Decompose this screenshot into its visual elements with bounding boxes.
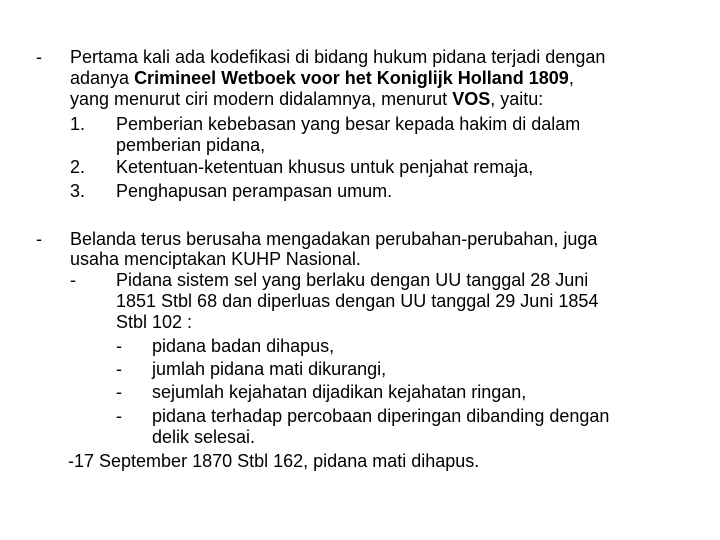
list-item-line: pemberian pidana,: [116, 135, 266, 155]
text-span: yang menurut ciri modern didalamnya, menurut: [70, 89, 453, 109]
paragraph-line: Pertama kali ada kodefikasi di bidang hukum pidana terjadi dengan: [70, 47, 606, 67]
list-number: 3.: [70, 181, 86, 201]
bullet-dash: -: [36, 229, 42, 249]
sub-list-item: delik selesai.: [152, 427, 256, 447]
paragraph-line: -17 September 1870 Stbl 162, pidana mati dihapus.: [68, 451, 480, 471]
bullet-dash: -: [116, 406, 122, 426]
sub-paragraph-line: Pidana sistem sel yang berlaku dengan UU tanggal 28 Juni: [116, 270, 589, 290]
bullet-dash: -: [116, 382, 122, 402]
sub-list-item: sejumlah kejahatan dijadikan kejahatan ringan,: [152, 382, 527, 402]
paragraph-line: usaha menciptakan KUHP Nasional.: [70, 249, 361, 269]
list-number: 1.: [70, 114, 86, 134]
sub-paragraph-line: Stbl 102 :: [116, 312, 193, 332]
bold-vos: VOS: [452, 89, 491, 109]
paragraph-line: Belanda terus berusaha mengadakan perubahan-perubahan, juga: [70, 229, 598, 249]
sub-paragraph-line: 1851 Stbl 68 dan diperluas dengan UU tanggal 29 Juni 1854: [116, 291, 599, 311]
paragraph-line: [70, 68, 574, 89]
bullet-dash: -: [116, 359, 122, 379]
sub-list-item: pidana terhadap percobaan diperingan dibanding dengan: [152, 406, 610, 426]
sub-list-item: jumlah pidana mati dikurangi,: [152, 359, 387, 379]
text-span: , yaitu:: [490, 89, 544, 109]
sub-list-item: pidana badan dihapus,: [152, 336, 335, 356]
list-item-line: Penghapusan perampasan umum.: [116, 181, 393, 201]
bullet-dash: -: [36, 47, 42, 67]
list-number: 2.: [70, 157, 86, 177]
bold-title-crimineel-wetboek: Crimineel Wetboek voor het Koniglijk Holland 1809: [134, 68, 569, 88]
text-span: adanya: [70, 68, 135, 88]
list-item-line: Ketentuan-ketentuan khusus untuk penjahat remaja,: [116, 157, 534, 177]
list-item-line: Pemberian kebebasan yang besar kepada hakim di dalam: [116, 114, 581, 134]
bullet-dash: -: [70, 270, 76, 290]
paragraph-line: [70, 89, 543, 110]
text-span: ,: [568, 68, 574, 88]
bullet-dash: -: [116, 336, 122, 356]
